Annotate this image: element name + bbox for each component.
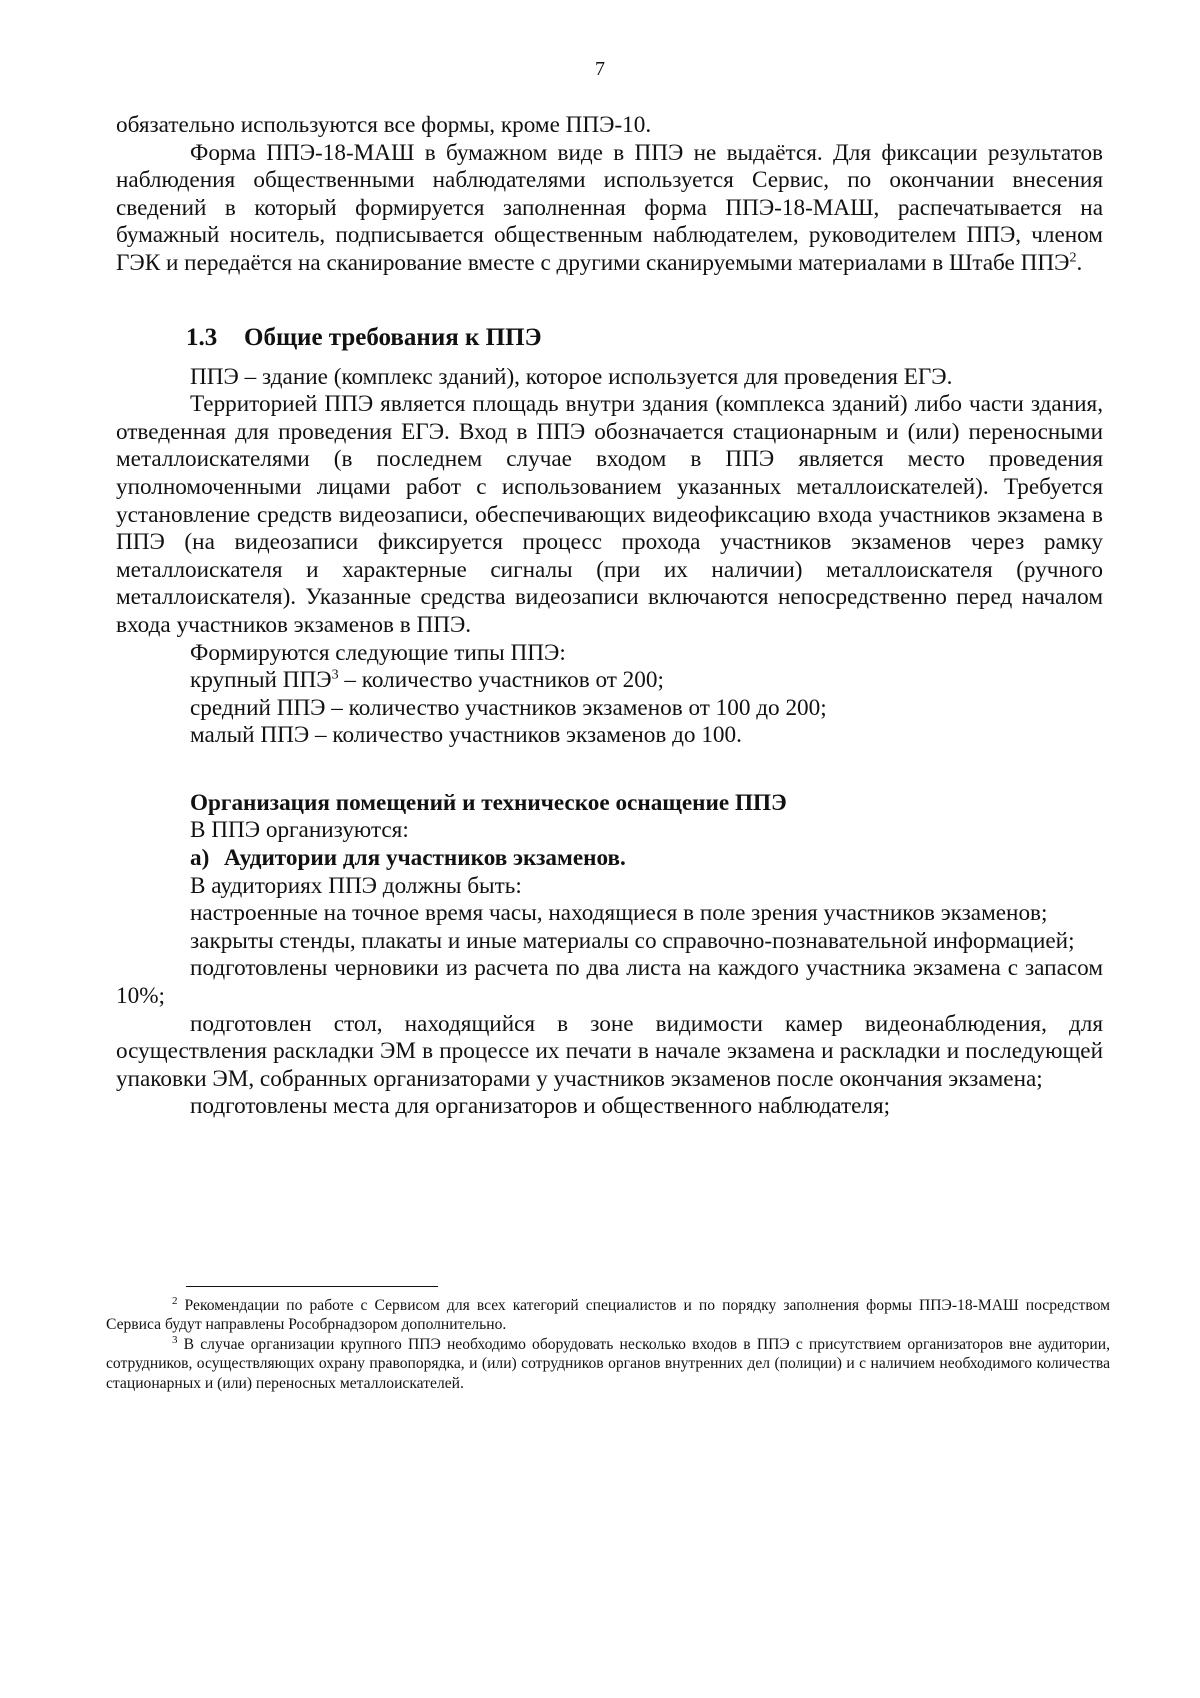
paragraph-forms-used: обязательно используются все формы, кроме ППЭ-10. [116, 112, 652, 138]
footnotes [106, 1296, 1110, 1393]
list-item-small-ppe: малый ППЭ – количество участников экзаменов до 100. [190, 722, 742, 749]
large-ppe-label: крупный ППЭ [190, 667, 332, 694]
paragraph-rooms-must: В аудиториях ППЭ должны быть: [190, 872, 522, 899]
list-item-clocks: настроенные на точное время часы, находящиеся в поле зрения участников экзаменов; [190, 900, 1048, 927]
footnote-3-text: В случае организации крупного ППЭ необходимо оборудовать несколько входов в ППЭ с присутствием организаторов вне аудитории, сотрудников, осуществляющих охрану правопорядка, и (или) сотрудников органов внутренних дел (полиции) и с наличием необходимого количества стационарных и (или) переносных металлоискателей. [106, 1335, 1110, 1392]
section-heading [116, 324, 1103, 352]
footnote-2-marker: 2 [172, 1294, 178, 1307]
section-title: Общие требования к ППЭ [244, 323, 542, 351]
paragraph-organized: В ППЭ организуются: [190, 817, 409, 844]
item-a-heading [116, 845, 1103, 873]
paragraph-form-ppe18 [116, 140, 1103, 278]
paragraph-form-ppe18-text: Форма ППЭ-18-МАШ в бумажном виде в ППЭ не выдаётся. Для фиксации результатов наблюдения общественными наблюдателями используется Сервис, по окончании внесения сведений в который формируется заполненная форма ППЭ-18-МАШ, распечатывается на бумажный носитель, подписывается общественным наблюдателем, руководителем ППЭ, членом ГЭК и передаётся на сканирование вместе с другими сканируемыми материалами в Штабе ППЭ [116, 139, 1103, 276]
footnote-2 [106, 1296, 1110, 1335]
paragraph-ppe-types: Формируются следующие типы ППЭ: [190, 639, 566, 666]
item-a-letter: а) [190, 845, 210, 872]
footnote-3-marker: 3 [172, 1333, 178, 1346]
section-number: 1.3 [186, 323, 218, 351]
list-item-seats: подготовлены места для организаторов и общественного наблюдателя; [190, 1093, 891, 1120]
list-item-medium-ppe: средний ППЭ – количество участников экзаменов от 100 до 200; [190, 694, 827, 721]
item-a-title: Аудитории для участников экзаменов. [224, 845, 626, 872]
list-item-drafts: подготовлены черновики из расчета по два листа на каждого участника экзамена с запасом 10%; [116, 955, 1103, 1010]
footnote-ref-3[interactable]: 3 [331, 667, 339, 683]
footnote-ref-2[interactable]: 2 [1069, 250, 1077, 266]
footnote-2-text: Рекомендации по работе с Сервисом для всех категорий специалистов и по порядку заполнения формы ППЭ-18-МАШ посредством Сервиса будут направлены Рособрнадзором дополнительно. [106, 1297, 1110, 1334]
list-item-table: подготовлен стол, находящийся в зоне видимости камер видеонаблюдения, для осуществления раскладки ЭМ в процессе их печати в начале экзамена и раскладки и последующей упаковки ЭМ, собранных организаторами у участников экзаменов после окончания экзамена; [116, 1010, 1103, 1092]
main-text [116, 112, 1103, 1121]
subheading-organization: Организация помещений и техническое оснащение ППЭ [190, 789, 787, 816]
page-number: 7 [595, 58, 605, 80]
paragraph-form-ppe18-end: . [1076, 249, 1083, 276]
paragraph-ppe-definition: ППЭ – здание (комплекс зданий), которое используется для проведения ЕГЭ. [190, 363, 953, 390]
paragraph-ppe-territory: Территорией ППЭ является площадь внутри здания (комплекса зданий) либо части здания, отведенная для проведения ЕГЭ. Вход в ППЭ обозначается стационарным и (или) переносными металлоискателями (в последнем случае входом в ППЭ является место проведения уполномоченными лицами работ с использованием указанных металлоискателей). Требуется установление средств видеозаписи, обеспечивающих видеофиксацию входа участников экзамена в ППЭ (на видеозаписи фиксируется процесс прохода участников экзаменов через рамку металлоискателя и характерные сигналы (при их наличии) металлоискателя (ручного металлоискателя). Указанные средства видеозаписи включаются непосредственно перед началом входа участников экзаменов в ППЭ. [116, 391, 1103, 638]
footnote-3 [106, 1335, 1110, 1393]
footnote-separator [186, 1286, 438, 1287]
large-ppe-desc: – количество участников от 200; [338, 667, 664, 694]
list-item-large-ppe [116, 667, 1103, 695]
list-item-stands: закрыты стенды, плакаты и иные материалы со справочно-познавательной информацией; [190, 927, 1075, 954]
